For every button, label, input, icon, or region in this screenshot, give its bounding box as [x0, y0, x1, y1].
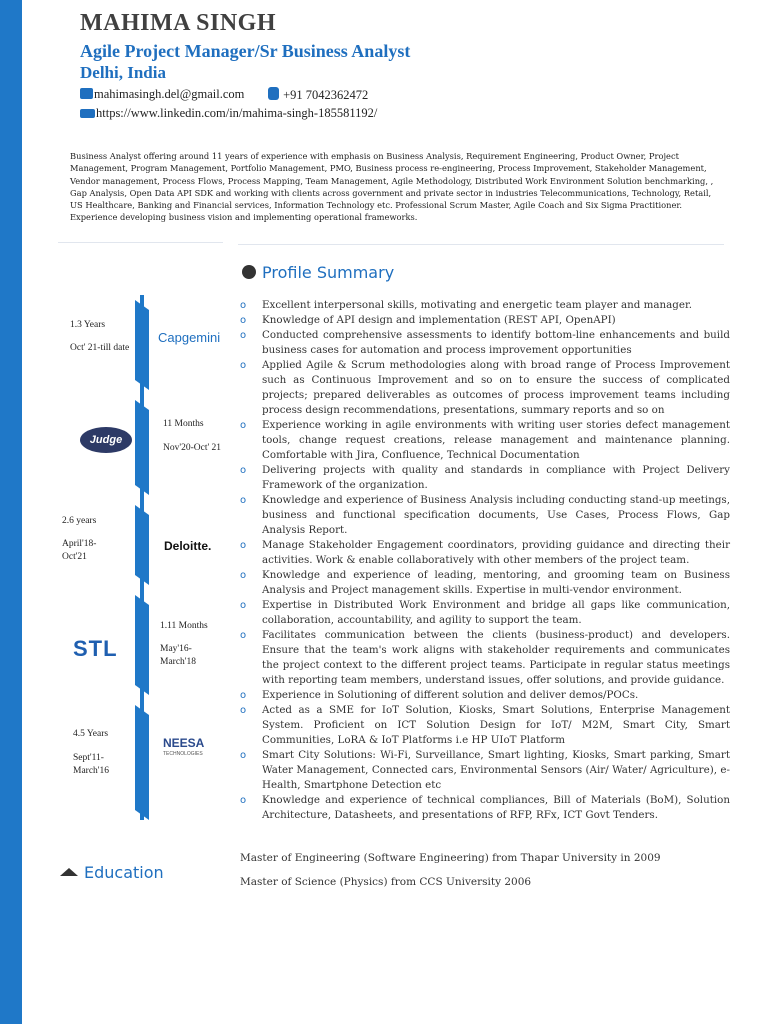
- list-item: o Conducted comprehensive assessments to identify bottom-line enhancements and build business cases for automation and process improvement opportunities: [240, 328, 730, 358]
- profile-bullets: [240, 298, 730, 823]
- summary-intro: Business Analyst offering around 11 years of experience with emphasis on Business Analysis, Requirement Engineering, Product Owner, Project Management, Program Management, Portfolio Management, PMO, Business process re-engineering, Process Improvement, Stakeholder Management, Vendor management, Process Flows, Process Mapping, Team Management, Agile Methodology, Distributed Work Environment Solution benchmarking, , Gap Analysis, Open Data API SDK and working with clients across government and private sector in industries Telecommunications, Technology, Retail, US Healthcare, Banking and Financial services, Information Technology etc. Professional Scrum Master, Agile Coach and Six Sigma Practitioner. Experience developing business vision and implementing operational frameworks.: [70, 151, 714, 223]
- deloitte-logo: Deloitte.: [164, 539, 212, 553]
- list-item: o Knowledge of API design and implementation (REST API, OpenAPI): [240, 313, 730, 328]
- timeline-duration: 11 Months: [163, 419, 204, 429]
- timeline-dates: April'18-Oct'21: [62, 539, 97, 562]
- list-item: o Experience working in agile environments with writing user stories defect management tools, change request creations, release management and maintenance planning. Comfortable with Jira, Confluence, Technical Documentation: [240, 418, 730, 463]
- linkedin-line: [80, 106, 377, 121]
- timeline-segment: [135, 400, 149, 495]
- timeline-dates: May'16-March'18: [160, 644, 197, 667]
- list-item: o Acted as a SME for IoT Solution, Kiosks, Smart Solutions, Enterprise Management System. Proficient on ICT Solution Design for IoT/ M2M, Smart City, Smart Communities, LoRA & IoT Platforms i.e HP UIoT Platform: [240, 703, 730, 748]
- left-accent-bar: [0, 0, 22, 1024]
- linkedin-link[interactable]: https://www.linkedin.com/in/mahima-singh-185581192/: [96, 106, 378, 120]
- email-link[interactable]: mahimasingh.del@gmail.com: [94, 87, 245, 101]
- divider-left: [58, 242, 223, 243]
- list-item: o Manage Stakeholder Engagement coordinators, providing guidance and directing their activities. Work & enable collaboratively with other members of the project team.: [240, 538, 730, 568]
- email-line: [80, 87, 244, 102]
- education-item: Master of Engineering (Software Engineering) from Thapar University in 2009: [240, 852, 661, 864]
- profile-summary-heading: Profile Summary: [242, 263, 394, 282]
- neesa-logo: NEESA: [163, 736, 205, 750]
- candidate-name: MAHIMA SINGH: [80, 10, 277, 36]
- list-item: o Applied Agile & Scrum methodologies along with broad range of Process Improvement such as Continuous Improvement and so on to ensure the success of complicated projects; prepared deliverables as outcomes of process improvement teams including process design recommendations, presentations, summary reports and so on: [240, 358, 730, 418]
- list-item: o Experience in Solutioning of different solution and deliver demos/POCs.: [240, 688, 730, 703]
- email-icon: [80, 88, 93, 99]
- timeline-duration: 1.3 Years: [70, 320, 106, 330]
- timeline-duration: 4.5 Years: [73, 729, 109, 739]
- divider-right: [238, 244, 724, 245]
- judge-logo: Judge: [80, 427, 132, 453]
- list-item: o Expertise in Distributed Work Environment and bridge all gaps like communication, collaboration, accountability, and agility to support the team.: [240, 598, 730, 628]
- graduation-cap-icon: [60, 868, 78, 876]
- timeline-segment: [135, 505, 149, 585]
- phone-line: [268, 87, 368, 103]
- location: Delhi, India: [80, 63, 166, 82]
- timeline-duration: 1.11 Months: [160, 621, 208, 631]
- list-item: o Delivering projects with quality and standards in compliance with Project Delivery Framework of the organization.: [240, 463, 730, 493]
- job-title: Agile Project Manager/Sr Business Analyst: [80, 41, 411, 61]
- list-item: o Knowledge and experience of Business Analysis including conducting stand-up meetings, business and functional specification documents, Use Cases, Process Flows, Gap Analysis Report.: [240, 493, 730, 538]
- timeline-dates: Oct' 21-till date: [70, 343, 130, 353]
- timeline-duration: 2.6 years: [62, 516, 97, 526]
- stl-logo: STL: [73, 636, 118, 661]
- education-heading: Education: [60, 863, 164, 882]
- timeline-dates: Nov'20-Oct' 21: [163, 443, 222, 453]
- timeline-segment: [135, 705, 149, 820]
- list-item: o Excellent interpersonal skills, motivating and energetic team player and manager.: [240, 298, 730, 313]
- phone-icon: [268, 87, 279, 100]
- timeline-segment: [135, 300, 149, 390]
- capgemini-logo: Capgemini: [158, 330, 221, 345]
- timeline-segment: [135, 595, 149, 695]
- list-item: o Facilitates communication between the clients (business-product) and developers. Ensure that the team's work aligns with stakeholder requirements and communicates the project context to the different project teams. Participate in regular status meetings with reporting team members, understand issues, offer solutions, and provide guidance.: [240, 628, 730, 688]
- timeline-dates: Sept'11-March'16: [73, 753, 110, 776]
- list-item: o Knowledge and experience of technical compliances, Bill of Materials (BoM), Solution Architecture, Datasheets, and presentations of RFP, RFx, ICT Govt Tenders.: [240, 793, 730, 823]
- head-icon: [242, 265, 256, 279]
- linkedin-icon: [80, 109, 95, 118]
- neesa-logo-subtext: TECHNOLOGIES: [163, 751, 203, 757]
- list-item: o Smart City Solutions: Wi-Fi, Surveillance, Smart lighting, Kiosks, Smart parking, Smart Water Management, Connected cars, Environmental Sensors (Air/ Water/ Agriculture), e-Health, Smartphone Detection etc: [240, 748, 730, 793]
- phone-number: +91 7042362472: [283, 88, 369, 102]
- list-item: o Knowledge and experience of leading, mentoring, and grooming team on Business Analysis and Project management skills. Expertise in multi-vendor environment.: [240, 568, 730, 598]
- education-item: Master of Science (Physics) from CCS University 2006: [240, 876, 532, 888]
